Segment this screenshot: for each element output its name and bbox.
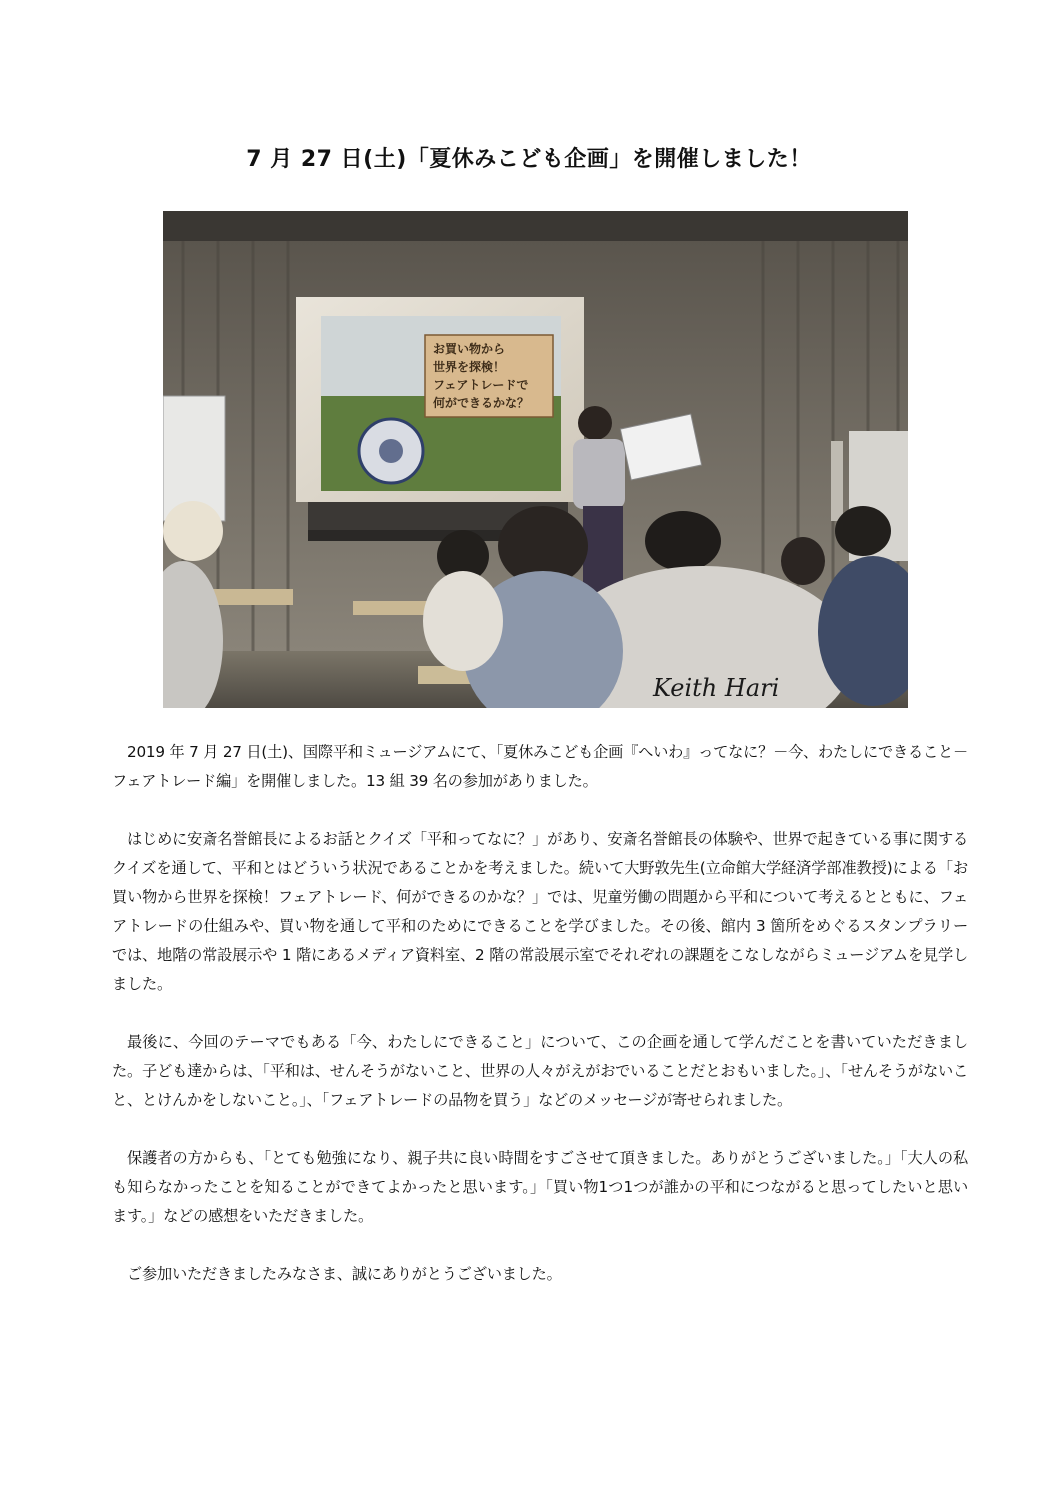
article-body bbox=[112, 738, 968, 1289]
paragraph-intro: 2019 年 7 月 27 日(土)、国際平和ミュージアムにて、「夏休みこども企画『へいわ』ってなに？－今、わたしにできること－フェアトレード編」を開催しました。13 組 39 名の参加がありました。 bbox=[112, 743, 968, 790]
paragraph-children-messages: 最後に、今回のテーマでもある「今、わたしにできること」について、この企画を通して学んだことを書いていただきました。子ども達からは、「平和は、せんそうがないこと、世界の人々がえがおでいることだとおもいました。」、「せんそうがないこと、とけんかをしないこと。」、「フェアトレードの品物を買う」などのメッセージが寄せられました。 bbox=[112, 1033, 968, 1109]
slide-text-line: お買い物から bbox=[433, 342, 506, 356]
shirt-print: Keith Hari bbox=[653, 674, 780, 702]
slide-text-line: フェアトレードで bbox=[433, 378, 529, 392]
paragraph-program: はじめに安斎名誉館長によるお話とクイズ「平和ってなに？」があり、安斎名誉館長の体験や、世界で起きている事に関するクイズを通して、平和とはどういう状況であることかを考えました。続いて大野敦先生(立命館大学経済学部准教授)による「お買い物から世界を探検！フェアトレード、何ができるのかな？」では、児童労働の問題から平和について考えるとともに、フェアトレードの仕組みや、買い物を通して平和のためにできることを学びました。その後、館内 3 箇所をめぐるスタンプラリーでは、地階の常設展示や 1 階にあるメディア資料室、2 階の常設展示室でそれぞれの課題をこなしながらミュージアムを見学しました。 bbox=[112, 830, 968, 993]
paragraph-parent-feedback: 保護者の方からも、「とても勉強になり、親子共に良い時間をすごさせて頂きました。ありがとうございました。」「大人の私も知らなかったことを知ることができてよかったと思います。」「買い物1つ1つが誰かの平和につながると思ってしたいと思います。」などの感想をいただきました。 bbox=[112, 1149, 968, 1225]
event-photo bbox=[163, 211, 908, 708]
event-photo-illustration bbox=[163, 211, 908, 708]
slide-text-line: 何ができるかな？ bbox=[433, 396, 530, 410]
paragraph-thanks: ご参加いただきましたみなさま、誠にありがとうございました。 bbox=[127, 1265, 562, 1283]
slide-text-line: 世界を探検！ bbox=[433, 360, 506, 374]
page-title: 7 月 27 日(土)「夏休みこども企画」を開催しました！ bbox=[246, 147, 812, 172]
